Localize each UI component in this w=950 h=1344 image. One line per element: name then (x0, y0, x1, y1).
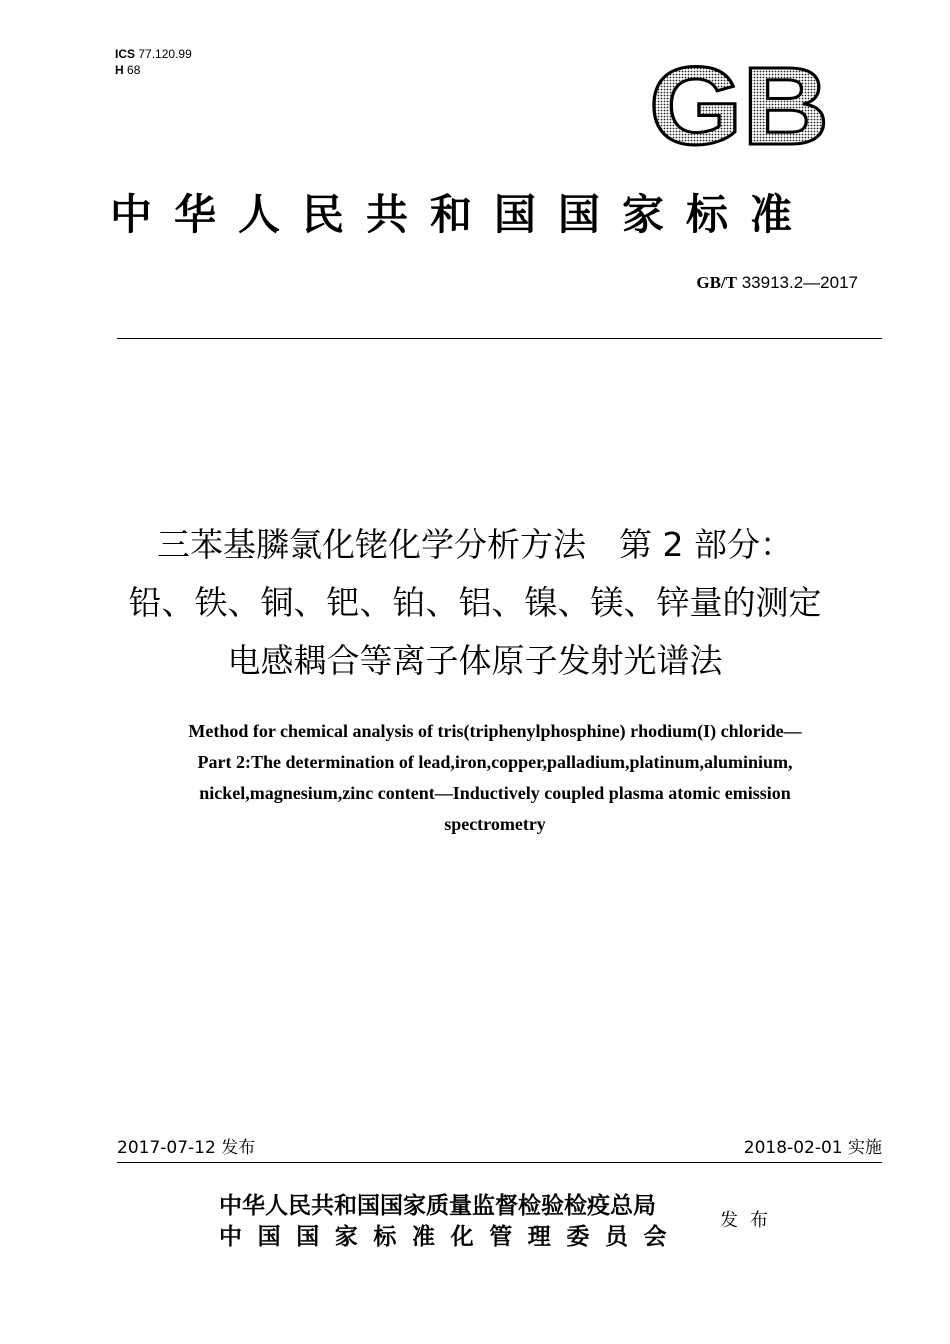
ics-line (115, 46, 192, 62)
issuing-authorities (219, 1190, 682, 1252)
national-standard-title: 中华人民共和国国家标准 (110, 190, 815, 239)
classification-codes (115, 46, 192, 78)
english-title (100, 716, 890, 840)
standard-number-prefix: GB/T (696, 273, 737, 292)
ics-code: 77.120.99 (138, 47, 192, 61)
english-title-line: spectrometry (444, 814, 546, 834)
issue-date: 2017-07-12 发布 (117, 1138, 256, 1158)
english-title-line: Method for chemical analysis of tris(triphenylphosphine) rhodium(I) chloride— (188, 721, 802, 741)
gb-logo (645, 58, 833, 150)
class-label: H (115, 63, 124, 77)
chinese-title-line: 铅、铁、铜、钯、铂、铝、镍、镁、锌量的测定 (128, 583, 822, 622)
publish-label: 发布 (720, 1210, 780, 1231)
footer-divider (117, 1162, 882, 1163)
header-divider (117, 338, 882, 339)
issuer-line: 中华人民共和国国家质量监督检验检疫总局 (219, 1192, 656, 1219)
english-title-line: Part 2:The determination of lead,iron,copper,palladium,platinum,aluminium, (197, 752, 793, 772)
class-line (115, 62, 192, 78)
chinese-title-line: 电感耦合等离子体原子发射光谱法 (227, 641, 723, 680)
standard-number (696, 273, 858, 293)
ics-label: ICS (115, 47, 136, 61)
english-title-line: nickel,magnesium,zinc content—Inductively coupled plasma atomic emission (199, 783, 791, 803)
standard-number-value: 33913.2—2017 (741, 273, 858, 292)
class-code: 68 (127, 63, 141, 77)
chinese-title-line: 三苯基膦氯化铑化学分析方法 第 2 部分： (157, 525, 793, 564)
gb-logo-text: GB (649, 58, 829, 150)
chinese-title (60, 516, 890, 690)
effective-date: 2018-02-01 实施 (743, 1138, 882, 1158)
issuer-line: 中国国家标准化管理委员会 (219, 1223, 683, 1250)
